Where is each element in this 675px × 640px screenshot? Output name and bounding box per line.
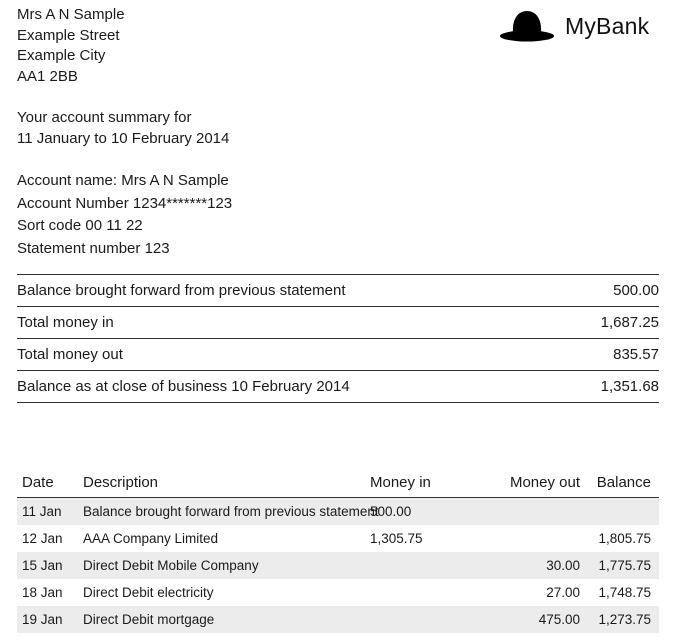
- row-balance: 1,775.75: [598, 558, 651, 573]
- account-name: Account name: Mrs A N Sample: [17, 172, 229, 189]
- bowler-hat-icon: [499, 9, 555, 43]
- summary-row: [17, 275, 659, 307]
- row-description: Direct Debit electricity: [83, 585, 214, 600]
- summary-period: [17, 108, 229, 149]
- row-money-out: 27.00: [546, 585, 580, 600]
- summary-label: Total money out: [17, 346, 123, 363]
- summary-row: [17, 339, 659, 371]
- summary-label: Balance as at close of business 10 February 2014: [17, 378, 350, 395]
- row-balance: 1,748.75: [598, 585, 651, 600]
- header-money-in: Money in: [370, 473, 431, 491]
- bank-name: MyBank: [565, 12, 650, 39]
- summary-value: 500.00: [613, 282, 659, 299]
- summary-row: [17, 371, 659, 403]
- summary-period-line: 11 January to 10 February 2014: [17, 129, 230, 147]
- row-money-in: 1,305.75: [370, 531, 423, 546]
- header-balance: Balance: [596, 473, 651, 491]
- row-money-out: 30.00: [546, 558, 580, 573]
- table-row: [17, 525, 659, 552]
- table-row: [17, 498, 659, 525]
- header-date: Date: [22, 473, 54, 491]
- row-date: 18 Jan: [22, 585, 63, 600]
- table-row: [17, 579, 659, 606]
- address-line: Mrs A N Sample: [17, 6, 125, 23]
- row-date: 12 Jan: [22, 531, 63, 546]
- table-header: [17, 467, 659, 498]
- table-row: [17, 552, 659, 579]
- row-money-in: 500.00: [370, 504, 412, 519]
- table-row: [17, 606, 659, 633]
- summary-value: 1,687.25: [600, 314, 659, 331]
- address-line: Example Street: [17, 26, 120, 44]
- row-description: Direct Debit mortgage: [83, 612, 215, 627]
- row-money-out: 475.00: [538, 612, 580, 627]
- header-money-out: Money out: [509, 473, 580, 491]
- customer-address: [17, 5, 125, 87]
- row-date: 19 Jan: [22, 612, 63, 627]
- row-balance: 1,805.75: [598, 531, 651, 546]
- summary-label: Balance brought forward from previous statement: [17, 282, 346, 299]
- account-number: Account Number 1234*******123: [17, 194, 233, 212]
- summary-row: [17, 307, 659, 339]
- summary-intro-line: Your account summary for: [17, 109, 192, 126]
- summary-label: Total money in: [17, 314, 114, 331]
- row-description: Direct Debit Mobile Company: [83, 558, 259, 573]
- account-summary-table: [17, 274, 659, 403]
- header-description: Description: [83, 473, 159, 491]
- summary-value: 835.57: [613, 346, 659, 363]
- row-balance: 1,273.75: [598, 612, 651, 627]
- address-line: AA1 2BB: [17, 67, 78, 85]
- row-description: Balance brought forward from previous statement: [83, 504, 379, 519]
- sort-code: Sort code 00 11 22: [17, 217, 143, 234]
- account-details: [17, 170, 232, 260]
- statement-number: Statement number 123: [17, 239, 170, 257]
- row-date: 11 Jan: [22, 504, 62, 519]
- address-line: Example City: [17, 47, 106, 64]
- bank-logo: [499, 9, 649, 43]
- summary-value: 1,351.68: [600, 378, 659, 395]
- transactions-table: [17, 467, 659, 633]
- row-description: AAA Company Limited: [83, 531, 219, 546]
- row-date: 15 Jan: [22, 558, 63, 573]
